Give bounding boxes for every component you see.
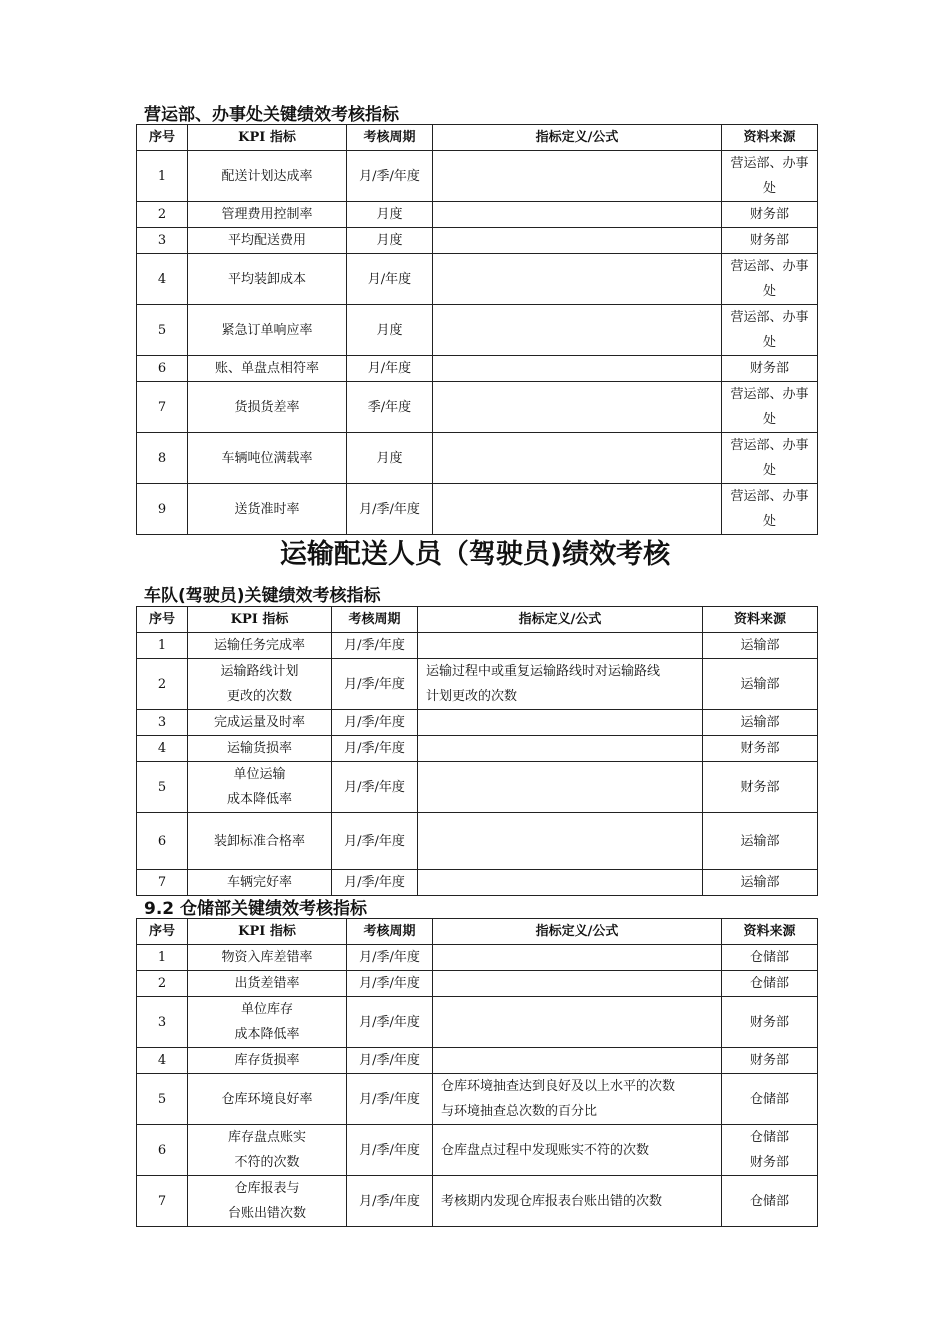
data-source: [703, 762, 818, 813]
data-source-line: 财务部: [749, 207, 789, 222]
table-row: [137, 633, 818, 659]
data-source: [703, 813, 818, 870]
data-source-line: 财务部: [749, 1014, 789, 1030]
row-number: 9: [137, 484, 188, 535]
data-source-line: 处: [762, 335, 776, 350]
table-row: [137, 1125, 818, 1176]
kpi-name: [188, 710, 332, 736]
data-source-line: 营运部、办事: [730, 387, 809, 402]
kpi-name: [188, 484, 347, 535]
kpi-name-line: 运输货损率: [226, 741, 292, 756]
data-source-line: 营运部、办事: [730, 259, 809, 274]
review-period: 月/年度: [347, 254, 433, 305]
kpi-name-line: 配送计划达成率: [221, 168, 313, 184]
table-row: [137, 433, 818, 484]
data-source-line: 运输部: [740, 676, 780, 692]
review-period: 月/季/年度: [347, 971, 433, 997]
data-source: [722, 202, 818, 228]
kpi-name: [188, 659, 332, 710]
kpi-name-line: 单位库存: [240, 1002, 293, 1017]
data-source-line: 运输部: [740, 833, 780, 849]
header-kpi: KPI 指标: [188, 125, 347, 151]
data-source-line: 处: [762, 463, 776, 478]
header-source: 资料来源: [703, 607, 818, 633]
kpi-name: [188, 1074, 347, 1125]
definition: [433, 484, 722, 535]
definition: [433, 228, 722, 254]
kpi-name: [188, 202, 347, 228]
header-period: 考核周期: [347, 125, 433, 151]
row-number: 1: [137, 151, 188, 202]
review-period: 月/季/年度: [332, 870, 418, 896]
review-period: 月度: [347, 433, 433, 484]
review-period: 月度: [347, 228, 433, 254]
section1-kpi-table: [136, 124, 818, 535]
kpi-name: [188, 228, 347, 254]
data-source: [722, 484, 818, 535]
table-row: [137, 736, 818, 762]
row-number: 4: [137, 1048, 188, 1074]
header-source: 资料来源: [722, 919, 818, 945]
definition: [433, 356, 722, 382]
kpi-name: [188, 1125, 347, 1176]
header-definition: 指标定义/公式: [418, 607, 703, 633]
row-number: 6: [137, 1125, 188, 1176]
review-period: 月/季/年度: [332, 710, 418, 736]
data-source: [722, 305, 818, 356]
definition: [433, 433, 722, 484]
review-period: 月/季/年度: [347, 945, 433, 971]
kpi-name: [188, 254, 347, 305]
table-header-row: [137, 607, 818, 633]
header-no: 序号: [137, 607, 188, 633]
kpi-name-line: 台账出错次数: [227, 1206, 306, 1221]
kpi-name-line: 紧急订单响应率: [221, 322, 313, 338]
data-source-line: 处: [762, 412, 776, 427]
data-source-line: 仓储部: [749, 950, 789, 965]
data-source: [703, 736, 818, 762]
kpi-name-line: 出货差错率: [234, 976, 300, 991]
kpi-name-line: 运输路线计划: [220, 664, 299, 679]
table-row: [137, 228, 818, 254]
kpi-name-line: 仓库环境良好率: [221, 1091, 313, 1107]
page-title: 运输配送人员（驾驶员)绩效考核: [279, 539, 671, 570]
definition: [418, 870, 703, 896]
review-period: 月/季/年度: [347, 484, 433, 535]
review-period: 月度: [347, 202, 433, 228]
row-number: 2: [137, 971, 188, 997]
data-source: [722, 382, 818, 433]
kpi-name-line: 更改的次数: [226, 689, 292, 704]
definition: [433, 305, 722, 356]
row-number: 5: [137, 762, 188, 813]
definition: [433, 151, 722, 202]
table-row: [137, 484, 818, 535]
kpi-name-line: 车辆吨位满载率: [221, 450, 313, 466]
table-row: [137, 659, 818, 710]
row-number: 1: [137, 945, 188, 971]
definition: [433, 254, 722, 305]
definition-line: 仓库环境抽查达到良好及以上水平的次数: [441, 1079, 676, 1094]
data-source-line: 运输部: [740, 715, 780, 730]
kpi-name-line: 仓库报表与: [234, 1181, 300, 1196]
table-row: [137, 305, 818, 356]
definition: [418, 633, 703, 659]
data-source-line: 仓储部: [749, 1193, 789, 1209]
table-row: [137, 356, 818, 382]
definition: [433, 971, 722, 997]
row-number: 5: [137, 305, 188, 356]
definition: [433, 1125, 722, 1176]
kpi-name: [188, 151, 347, 202]
kpi-name-line: 库存盘点账实: [227, 1130, 306, 1145]
header-kpi: KPI 指标: [188, 919, 347, 945]
kpi-name: [188, 382, 347, 433]
review-period: 月/季/年度: [347, 1176, 433, 1227]
kpi-name-line: 管理费用控制率: [221, 207, 313, 222]
data-source-line: 财务部: [749, 233, 789, 248]
review-period: 月度: [347, 305, 433, 356]
kpi-name: [188, 633, 332, 659]
kpi-name-line: 成本降低率: [226, 792, 292, 807]
row-number: 7: [137, 1176, 188, 1227]
data-source-line: 营运部、办事: [730, 489, 809, 504]
data-source: [722, 1074, 818, 1125]
header-definition: 指标定义/公式: [433, 125, 722, 151]
kpi-name: [188, 305, 347, 356]
review-period: 季/年度: [347, 382, 433, 433]
kpi-name-line: 货损货差率: [234, 399, 300, 415]
data-source-line: 营运部、办事: [730, 310, 809, 325]
data-source-line: 仓储部: [749, 1091, 789, 1107]
kpi-name-line: 平均配送费用: [227, 233, 306, 248]
kpi-name: [188, 1176, 347, 1227]
table-row: [137, 762, 818, 813]
data-source: [722, 433, 818, 484]
table-row: [137, 382, 818, 433]
data-source-line: 处: [762, 181, 776, 196]
table-row: [137, 813, 818, 870]
kpi-name-line: 送货准时率: [234, 501, 300, 517]
review-period: 月/季/年度: [347, 1048, 433, 1074]
kpi-name: [188, 356, 347, 382]
kpi-name-line: 完成运量及时率: [213, 715, 305, 730]
data-source: [722, 356, 818, 382]
header-source: 资料来源: [722, 125, 818, 151]
definition: [418, 736, 703, 762]
data-source-line: 处: [762, 284, 776, 299]
data-source-line: 仓储部: [749, 976, 789, 991]
section3-kpi-table: [136, 918, 818, 1227]
kpi-name: [188, 1048, 347, 1074]
data-source: [722, 1048, 818, 1074]
kpi-name: [188, 813, 332, 870]
table-row: [137, 202, 818, 228]
data-source: [703, 870, 818, 896]
section2-kpi-table: [136, 606, 818, 896]
kpi-name-line: 平均装卸成本: [227, 271, 306, 287]
data-source-line: 财务部: [749, 1053, 789, 1068]
definition-line: 计划更改的次数: [426, 689, 518, 704]
table-row: [137, 710, 818, 736]
data-source: [722, 254, 818, 305]
header-definition: 指标定义/公式: [433, 919, 722, 945]
table-row: [137, 254, 818, 305]
definition-line: 考核期内发现仓库报表台账出错的次数: [441, 1193, 663, 1209]
data-source: [722, 151, 818, 202]
review-period: 月/季/年度: [332, 736, 418, 762]
kpi-name-line: 车辆完好率: [226, 875, 292, 890]
review-period: 月/季/年度: [347, 1125, 433, 1176]
section3-title: 9.2 仓储部关键绩效考核指标: [144, 899, 368, 919]
review-period: 月/季/年度: [332, 659, 418, 710]
kpi-name: [188, 433, 347, 484]
definition: [433, 202, 722, 228]
definition: [433, 945, 722, 971]
kpi-name-line: 库存货损率: [234, 1053, 300, 1068]
data-source-line: 财务部: [749, 1155, 789, 1170]
row-number: 3: [137, 228, 188, 254]
row-number: 2: [137, 659, 188, 710]
kpi-name-line: 物资入库差错率: [221, 950, 313, 965]
section2-title: 车队(驾驶员)关键绩效考核指标: [144, 586, 381, 606]
definition-line: 运输过程中或重复运输路线时对运输路线: [426, 664, 661, 679]
kpi-name: [188, 945, 347, 971]
kpi-name-line: 账、单盘点相符率: [214, 361, 319, 376]
definition: [418, 710, 703, 736]
definition: [418, 762, 703, 813]
data-source: [703, 633, 818, 659]
table-row: [137, 870, 818, 896]
data-source: [722, 945, 818, 971]
kpi-name: [188, 762, 332, 813]
definition-line: 与环境抽查总次数的百分比: [441, 1104, 598, 1119]
definition: [433, 1048, 722, 1074]
row-number: 1: [137, 633, 188, 659]
data-source: [722, 971, 818, 997]
row-number: 6: [137, 813, 188, 870]
review-period: 月/年度: [347, 356, 433, 382]
row-number: 4: [137, 736, 188, 762]
definition: [433, 997, 722, 1048]
data-source-line: 财务部: [740, 741, 780, 756]
table-header-row: [137, 919, 818, 945]
data-source-line: 财务部: [749, 361, 789, 376]
kpi-name-line: 装卸标准合格率: [213, 833, 305, 849]
kpi-name: [188, 870, 332, 896]
review-period: 月/季/年度: [347, 997, 433, 1048]
row-number: 2: [137, 202, 188, 228]
header-period: 考核周期: [347, 919, 433, 945]
kpi-name-line: 单位运输: [233, 767, 286, 782]
data-source-line: 营运部、办事: [730, 156, 809, 171]
kpi-name: [188, 997, 347, 1048]
header-kpi: KPI 指标: [188, 607, 332, 633]
table-row: [137, 971, 818, 997]
review-period: 月/季/年度: [347, 1074, 433, 1125]
row-number: 3: [137, 997, 188, 1048]
data-source: [703, 659, 818, 710]
table-row: [137, 151, 818, 202]
data-source: [703, 710, 818, 736]
kpi-name-line: 不符的次数: [234, 1155, 300, 1170]
row-number: 6: [137, 356, 188, 382]
kpi-name: [188, 736, 332, 762]
table-row: [137, 997, 818, 1048]
definition: [433, 1074, 722, 1125]
table-header-row: [137, 125, 818, 151]
row-number: 4: [137, 254, 188, 305]
definition-line: 仓库盘点过程中发现账实不符的次数: [441, 1142, 650, 1158]
review-period: 月/季/年度: [332, 813, 418, 870]
data-source-line: 营运部、办事: [730, 438, 809, 453]
row-number: 5: [137, 1074, 188, 1125]
header-no: 序号: [137, 919, 188, 945]
review-period: 月/季/年度: [332, 633, 418, 659]
header-no: 序号: [137, 125, 188, 151]
row-number: 7: [137, 870, 188, 896]
table-row: [137, 1048, 818, 1074]
table-row: [137, 945, 818, 971]
review-period: 月/季/年度: [332, 762, 418, 813]
table-row: [137, 1074, 818, 1125]
data-source: [722, 1125, 818, 1176]
header-period: 考核周期: [332, 607, 418, 633]
data-source-line: 运输部: [740, 875, 780, 890]
kpi-name-line: 运输任务完成率: [213, 638, 305, 653]
table-row: [137, 1176, 818, 1227]
data-source-line: 运输部: [740, 638, 780, 653]
definition: [433, 382, 722, 433]
kpi-name: [188, 971, 347, 997]
row-number: 8: [137, 433, 188, 484]
row-number: 7: [137, 382, 188, 433]
row-number: 3: [137, 710, 188, 736]
data-source: [722, 997, 818, 1048]
section1-title: 营运部、办事处关键绩效考核指标: [144, 105, 399, 125]
data-source-line: 处: [762, 514, 776, 529]
definition: [418, 813, 703, 870]
data-source: [722, 228, 818, 254]
kpi-name-line: 成本降低率: [234, 1027, 300, 1042]
data-source-line: 财务部: [740, 779, 780, 795]
definition: [433, 1176, 722, 1227]
review-period: 月/季/年度: [347, 151, 433, 202]
definition: [418, 659, 703, 710]
data-source: [722, 1176, 818, 1227]
data-source-line: 仓储部: [749, 1130, 789, 1145]
